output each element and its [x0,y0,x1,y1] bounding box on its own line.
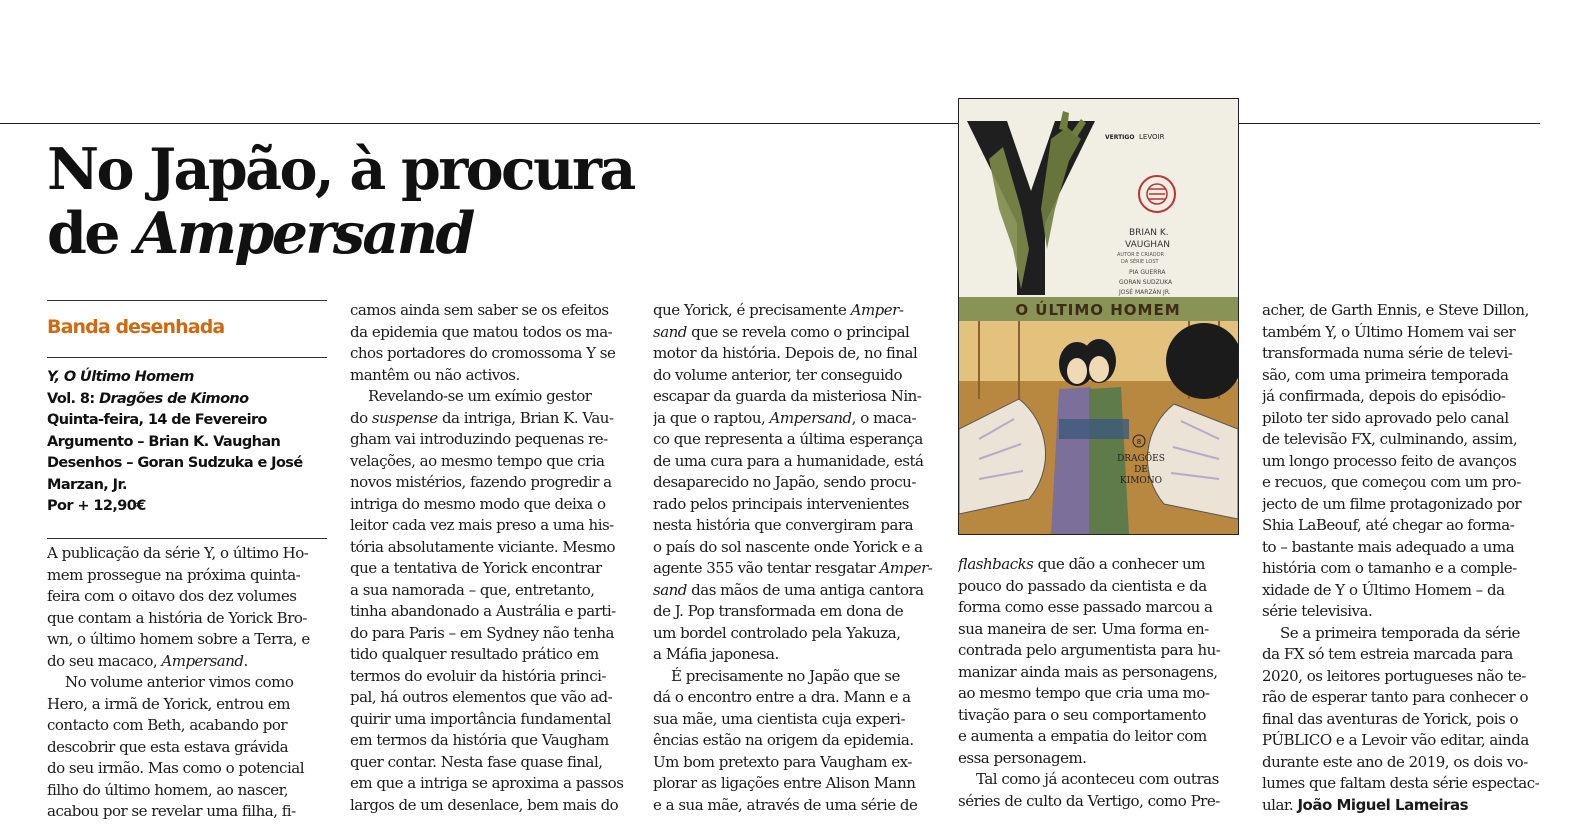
text-line: acabou por se revelar uma filha, fi- [47,802,296,820]
text-line: jecto de um filme protagonizado por [1262,494,1522,513]
text-line: mantêm ou não activos. [350,365,520,384]
text-line: Se a primeira temporada da série [1280,623,1520,642]
text-line: final das aventuras de Yorick, pois o [1262,709,1519,728]
text-line: wn, o último homem sobre a Terra, e [47,630,310,648]
text-line: já confirmada, depois do episódio- [1262,387,1506,405]
text-line: Shia LaBeouf, até chegar ao forma- [1262,516,1515,534]
book-date: Quinta-feira, 14 de Fevereiro [47,412,267,428]
book-info [47,358,329,538]
author-byline: João Miguel Lameiras [1297,795,1469,814]
text-line: velações, ao mesmo tempo que cria [350,451,605,470]
cover-vol-title: DRAGÕES [1117,454,1165,464]
text-line: PÚBLICO e a Levoir vão editar, ainda [1262,731,1529,749]
text-line: piloto ter sido aprovado pelo canal [1262,408,1509,427]
text-line: sand das mãos de uma antiga cantora [653,580,924,599]
text-line: rão de esperar tanto para conhecer o [1262,688,1529,706]
text-line: de J. Pop transformada em dona de [653,602,904,620]
book-argumento: Argumento – Brian K. Vaughan [47,433,281,450]
text-line: também Y, o Último Homem vai ser [1262,322,1516,341]
text-line: ao mesmo tempo que cria uma mo- [958,684,1210,702]
text-line: lumes que faltam desta série espectac- [1262,774,1540,792]
text-line: ular. João Miguel Lameiras [1262,795,1469,814]
text-line: de televisão FX, culminando, assim, [1262,430,1518,448]
book-title: Y, O Último Homem [47,369,194,385]
headline-italic: Ampersand [135,200,473,267]
text-line: rado pelos principais intervenientes [653,494,910,513]
text-line: história com o tamanho e a comple- [1262,559,1517,577]
cover-vol-title: DE [1134,465,1148,475]
text-line: do suspense da intriga, Brian K. Vau- [350,408,614,427]
text-line: dá o encontro entre a dra. Mann e a [653,688,911,706]
text-line: leitor cada vez mais preso a uma his- [350,516,614,534]
text-line: agente 355 vão tentar resgatar Amper- [653,559,933,577]
text-line: Tal como já aconteceu com outras [976,770,1219,788]
text-line: gham vai introduzindo pequenas re- [350,430,608,448]
text-line: de uma cura para a humanidade, está [653,451,924,470]
text-line: acher, de Garth Ennis, e Steve Dillon, [1262,301,1529,319]
text-line: tivação para o seu comportamento [958,705,1206,724]
text-line: Um bom pretexto para Vaugham ex- [653,752,912,771]
text-line: essa personagem. [958,748,1087,767]
book-desenhos-cont: Marzan, Jr. [47,476,127,493]
text-line: feira com o oitavo dos dez volumes [47,587,297,605]
text-line: séries de culto da Vertigo, como Pre- [958,791,1220,810]
headline-line-2 [47,202,607,266]
text-line: descobrir que esta estava grávida [47,737,289,756]
text-line: chos portadores do cromossoma Y se [350,344,616,362]
text-line: No volume anterior vimos como [65,673,294,691]
cover-publisher-vertigo: VERTIGO [1105,134,1135,141]
text-line: da epidemia que matou todos os ma- [350,322,613,341]
column-3 [653,300,938,816]
column-4 [958,554,1240,812]
text-line: o país do sol nascente onde Yorick e a [653,537,923,556]
headline-prefix: de [47,200,136,267]
text-line: tinha abandonado a Austrália e parti- [350,602,616,620]
text-line: quirir uma importância fundamental [350,709,611,728]
text-line: ências estão na origem da epidemia. [653,731,914,749]
text-line: sua mãe, uma cientista cuja experi- [653,709,906,728]
text-line: e aumenta a empatia do leitor com [958,727,1207,745]
text-line: novos mistérios, fazendo progredir a [350,473,612,491]
book-price: Por + 12,90€ [47,498,146,514]
text-line: em termos da história que Vaugham [350,731,609,749]
cover-credit: BRIAN K. [1129,228,1169,238]
text-line: motor da história. Depois de, no final [653,344,918,362]
section-label: Banda desenhada [47,316,225,338]
text-line: xidade de Y o Último Homem – da [1262,580,1505,599]
text-line: tória absolutamente viciante. Mesmo [350,537,616,556]
text-line: filho do último homem, ao nascer, [47,780,288,799]
cover-credit: AUTOR E CRIADOR [1117,252,1165,258]
text-line: ja que o raptou, Ampersand, o maca- [653,408,917,427]
text-line: co que representa a última esperança [653,430,923,448]
text-line: série televisiva. [1262,602,1373,620]
text-line: desaparecido no Japão, sendo procu- [653,473,916,491]
text-line: pouco do passado da cientista e da [958,576,1207,595]
headline-line-1: No Japão, à procura [47,136,634,203]
text-line: que a tentativa de Yorick encontrar [350,559,602,577]
text-line: contacto com Beth, acabando por [47,716,288,734]
text-line: plorar as ligações entre Alison Mann [653,774,916,792]
text-line: do seu irmão. Mas como o potencial [47,759,304,777]
text-line: Revelando-se um exímio gestor [368,387,592,405]
text-line: e a sua mãe, através de uma série de [653,795,918,814]
cover-illustration [959,99,1238,534]
text-line: quer contar. Nesta fase quase final, [350,752,603,771]
cover-publisher-levoir: LEVOIR [1139,133,1165,141]
text-line: manizar ainda mais as personagens, [958,662,1218,681]
text-line: durante este ano de 2019, os dois vo- [1262,752,1528,771]
text-line: termos do evoluir da história princi- [350,666,606,685]
text-line: largos de um desenlace, bem mais do [350,795,619,814]
text-line: nesta história que convergiram para [653,516,914,534]
text-line: camos ainda sem saber se os efeitos [350,301,609,319]
text-line: mem prossegue na próxima quinta- [47,565,301,584]
column-1-text [47,539,329,823]
text-line: É precisamente no Japão que se [671,666,900,685]
text-line: da FX só tem estreia marcada para [1262,645,1513,663]
text-line: tido qualquer resultado prático em [350,645,599,663]
text-line: A publicação da série Y, o último Ho- [47,544,309,562]
text-line: um bordel controlado pela Yakuza, [653,623,901,642]
text-line: to – bastante mais adequado a uma [1262,537,1515,556]
cover-credit: DA SÉRIE LOST [1121,259,1159,265]
headline [47,136,634,267]
text-line: escapar da guarda da misteriosa Nin- [653,387,922,405]
text-line: sand que se revela como o principal [653,322,910,341]
text-line: 2020, os leitores portugueses não te- [1262,666,1526,685]
column-1 [47,300,329,823]
book-volume: Vol. 8: Dragões de Kimono [47,390,249,407]
cover-band-title: O ÚLTIMO HOMEM [1015,301,1181,319]
text-line: em que a intriga se aproxima a passos [350,774,624,792]
text-line: contrada pelo argumentista para hu- [958,641,1221,659]
cover-credit: PIA GUERRA [1129,269,1166,276]
text-line: que contam a história de Yorick Bro- [47,608,307,627]
text-line: forma como esse passado marcou a [958,598,1213,616]
text-line: do para Paris – em Sydney não tenha [350,623,614,642]
cover-credit: GORAN SUDZUKA [1119,279,1173,286]
book-cover-image [958,98,1239,535]
text-line: a Máfia japonesa. [653,645,779,663]
text-line: intriga do mesmo modo que deixa o [350,494,606,513]
text-line: flashbacks que dão a conhecer um [958,555,1205,573]
top-rule [0,123,1540,124]
text-line: do volume anterior, ter conseguido [653,365,903,384]
text-line: que Yorick, é precisamente Amper- [653,301,904,319]
text-line: transformada numa série de televi- [1262,344,1513,362]
text-line: a sua namorada – que, entretanto, [350,580,595,599]
text-line: pal, há outros elementos que vão ad- [350,688,613,706]
text-line: sua maneira de ser. Uma forma en- [958,619,1209,638]
text-line: e recuos, que começou com um pro- [1262,473,1521,491]
cover-vol-title: KIMONO [1119,476,1163,486]
cover-credit: VAUGHAN [1125,240,1170,250]
text-line: são, com uma primeira temporada [1262,365,1509,384]
book-desenhos: Desenhos – Goran Sudzuka e José [47,455,303,471]
cover-credit: JOSÉ MARZÁN JR. [1119,289,1171,296]
column-2 [350,300,632,816]
cover-vol-number: 8 [1136,438,1142,446]
text-line: do seu macaco, Ampersand. [47,651,248,670]
text-line: um longo processo feito de avanços [1262,451,1517,470]
text-line: Hero, a irmã de Yorick, entrou em [47,694,290,713]
column-5 [1262,300,1552,816]
